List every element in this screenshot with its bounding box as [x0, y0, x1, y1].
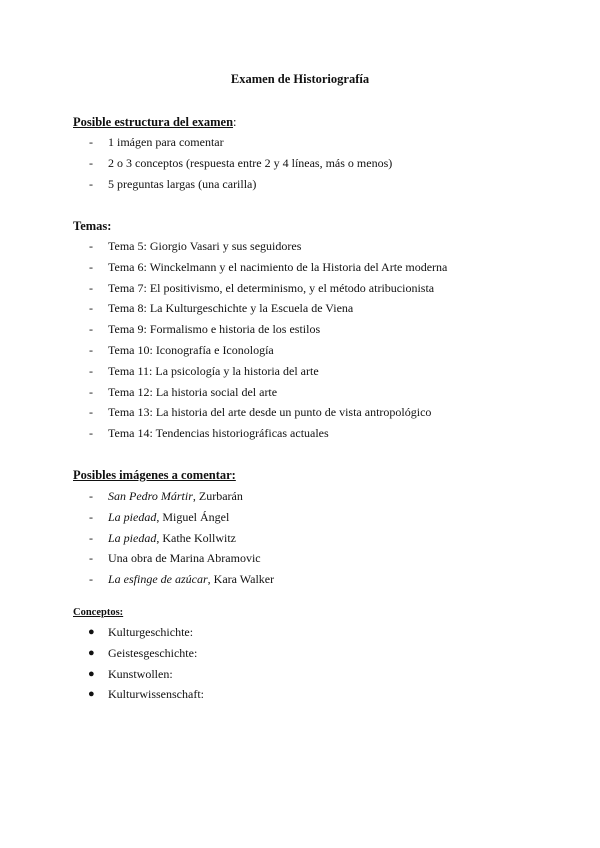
list-item-text: 5 preguntas largas (una carilla) — [108, 176, 257, 191]
dash-marker: - — [89, 489, 93, 503]
temas-heading: Temas: — [73, 219, 112, 233]
structure-heading-text: Posible estructura del examen — [73, 115, 234, 129]
dash-marker: - — [89, 322, 93, 337]
list-item-text: Tema 7: El positivismo, el determinismo, y el método atribucionista — [108, 280, 435, 295]
bullet-marker: ● — [88, 626, 95, 638]
artist-name: , Miguel Ángel — [156, 509, 230, 524]
artist-name: , Kara Walker — [207, 572, 275, 587]
list-item-text: Kunstwollen: — [108, 666, 173, 681]
artist-name: Una obra de Marina Abramovic — [108, 551, 261, 566]
dash-marker: - — [89, 301, 93, 316]
list-item-text: Kulturwissenschaft: — [108, 687, 204, 702]
bullet-marker: ● — [88, 688, 95, 701]
list-item-text: Kulturgeschichte: — [108, 625, 194, 639]
dash-marker: - — [89, 363, 93, 378]
list-item-text: Tema 9: Formalismo e historia de los estilos — [108, 322, 321, 337]
list-item-text — [108, 507, 229, 528]
dash-marker: - — [89, 572, 93, 587]
list-item-text — [108, 528, 236, 549]
dash-marker: - — [89, 426, 93, 441]
list-item-text: 2 o 3 conceptos (respuesta entre 2 y 4 líneas, más o menos) — [108, 155, 393, 170]
dash-marker: - — [89, 551, 93, 566]
list-item-text: Tema 11: La psicología y la historia del arte — [108, 363, 319, 378]
dash-marker: - — [89, 176, 93, 191]
list-item-text: Tema 14: Tendencias historiográficas actuales — [108, 426, 329, 441]
dash-marker: - — [89, 384, 93, 399]
dash-marker: - — [89, 405, 93, 420]
list-item-text: Geistesgeschichte: — [108, 645, 198, 660]
dash-marker: - — [89, 509, 93, 524]
imagenes-heading-text: Posibles imágenes a comentar: — [73, 468, 236, 482]
list-item-text: Tema 5: Giorgio Vasari y sus seguidores — [108, 239, 302, 253]
bullet-marker: ● — [88, 646, 95, 659]
dash-marker: - — [89, 135, 93, 149]
artist-name: , Kathe Kollwitz — [156, 530, 236, 545]
list-item-text — [108, 569, 274, 590]
list-item-text — [108, 548, 261, 569]
dash-marker: - — [89, 280, 93, 295]
artwork-title: La esfinge de azúcar — [108, 572, 208, 587]
artwork-title: La piedad — [108, 530, 157, 545]
list-item-text: Tema 13: La historia del arte desde un punto de vista antropológico — [108, 405, 432, 420]
conceptos-heading: Conceptos: — [73, 607, 124, 618]
dash-marker: - — [89, 155, 93, 170]
list-item-text: Tema 10: Iconografía e Iconología — [108, 342, 274, 357]
bullet-marker: ● — [88, 667, 95, 680]
list-item-text: Tema 6: Winckelmann y el nacimiento de la Historia del Arte moderna — [108, 259, 448, 274]
dash-marker: - — [89, 259, 93, 274]
dash-marker: - — [89, 239, 93, 253]
dash-marker: - — [89, 342, 93, 357]
list-item-text: Tema 8: La Kulturgeschichte y la Escuela de Viena — [108, 301, 354, 316]
artwork-title: San Pedro Mártir — [108, 489, 193, 503]
page-title: Examen de Historiografía — [230, 72, 370, 86]
structure-heading-colon: : — [233, 115, 237, 129]
list-item-text — [108, 486, 243, 507]
list-item-text: Tema 12: La historia social del arte — [108, 384, 278, 399]
imagenes-heading — [73, 468, 236, 483]
dash-marker: - — [89, 530, 93, 545]
structure-heading — [73, 115, 237, 130]
artwork-title: La piedad — [108, 509, 157, 524]
artist-name: , Zurbarán — [192, 489, 243, 503]
list-item-text: 1 imágen para comentar — [108, 135, 224, 149]
